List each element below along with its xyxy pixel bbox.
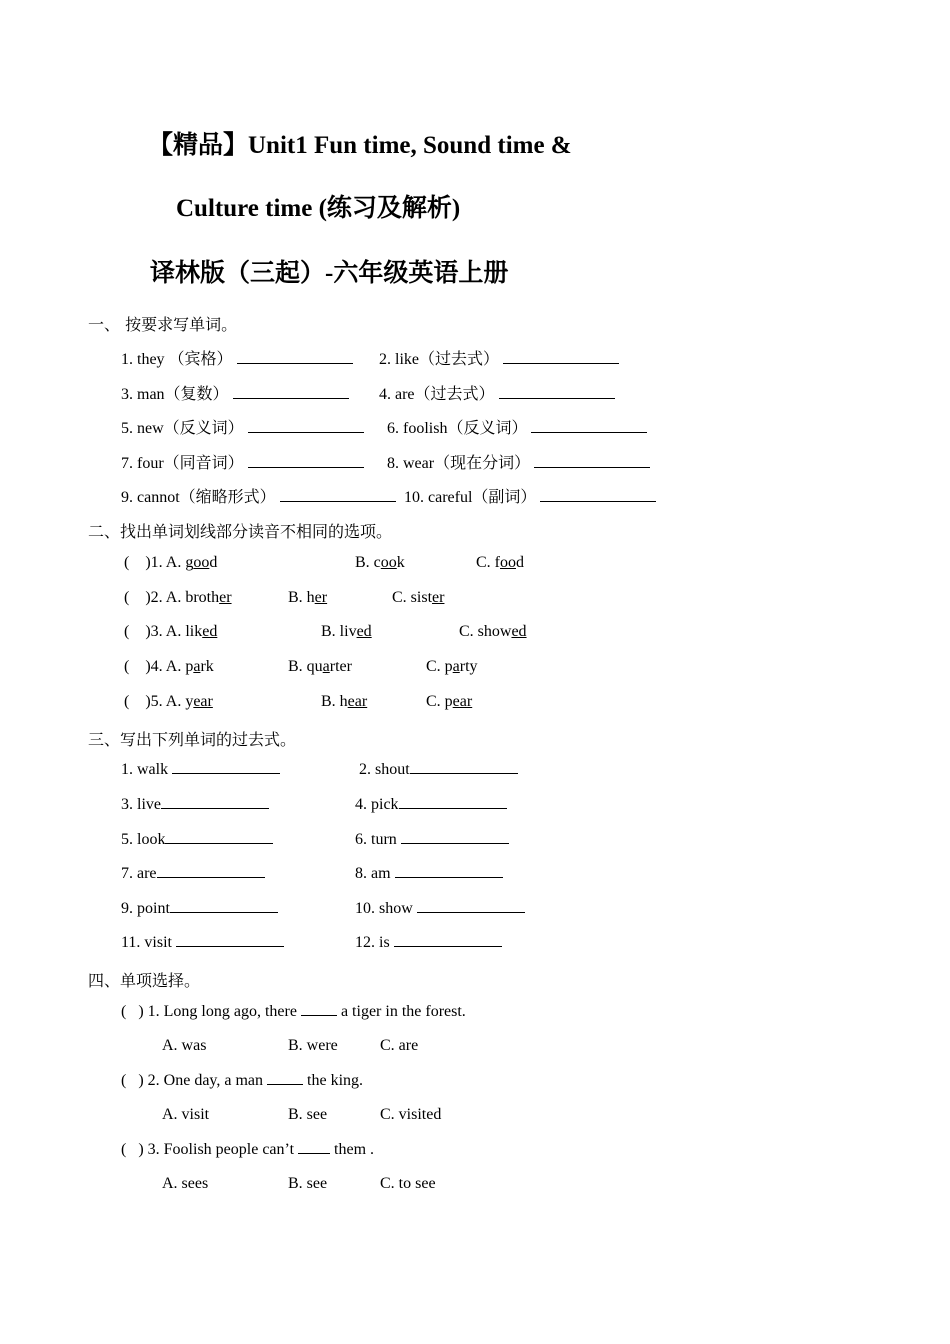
s3-item-4: 4. pick xyxy=(355,796,507,814)
s4-q1-option-a: A. was xyxy=(162,1037,207,1054)
title-line-2: Culture time (练习及解析) xyxy=(176,195,461,222)
title-line-3: 译林版（三起）-六年级英语上册 xyxy=(150,260,509,287)
s1-item-10: 10. careful（副词） xyxy=(404,484,656,507)
s1-item-8: 8. wear（现在分词） xyxy=(387,450,650,473)
s3-item-2: 2. shout xyxy=(359,761,518,779)
section-3-heading: 三、写出下列单词的过去式。 xyxy=(88,730,297,749)
s3-item-5: 5. look xyxy=(121,831,273,849)
s2-q3-c: C. showed xyxy=(459,623,527,640)
s1-item-3: 3. man（复数） xyxy=(121,381,349,404)
s3-item-1: 1. walk xyxy=(121,761,280,779)
s4-q3: ( ) 3. Foolish people can’t them . xyxy=(121,1141,375,1158)
section-1-heading: 一、 按要求写单词。 xyxy=(88,315,238,334)
s4-q1-option-b: B. were xyxy=(288,1037,338,1054)
s3-item-9: 9. point xyxy=(121,900,278,918)
s2-q2-a: ( )2. A. brother xyxy=(124,589,232,606)
s2-q1-a: ( )1. A. good xyxy=(124,554,218,571)
s3-item-6: 6. turn xyxy=(355,831,509,849)
s3-item-3: 3. live xyxy=(121,796,269,814)
s4-q3-option-c: C. to see xyxy=(380,1175,436,1192)
s2-q4-a: ( )4. A. park xyxy=(124,658,214,675)
s3-item-7: 7. are xyxy=(121,865,265,883)
s2-q1-b: B. cook xyxy=(355,554,405,571)
section-4-heading: 四、单项选择。 xyxy=(88,971,201,990)
s4-q2-option-a: A. visit xyxy=(162,1106,210,1123)
s1-item-9: 9. cannot（缩略形式） xyxy=(121,484,396,507)
title-line-1: 【精品】Unit1 Fun time, Sound time & xyxy=(148,132,572,159)
s2-q3-b: B. lived xyxy=(321,623,372,640)
s1-item-4: 4. are（过去式） xyxy=(379,381,615,404)
s4-q3-option-a: A. sees xyxy=(162,1175,209,1192)
s3-item-10: 10. show xyxy=(355,900,525,918)
s4-q1: ( ) 1. Long long ago, there a tiger in the forest. xyxy=(121,1003,466,1020)
s2-q4-c: C. party xyxy=(426,658,478,675)
s4-q3-option-b: B. see xyxy=(288,1175,328,1192)
s4-q1-option-c: C. are xyxy=(380,1037,419,1054)
s3-item-8: 8. am xyxy=(355,865,503,883)
s2-q5-a: ( )5. A. year xyxy=(124,693,213,710)
s1-item-1: 1. they （宾格） xyxy=(121,346,353,369)
s1-item-2: 2. like（过去式） xyxy=(379,346,619,369)
s4-q2-option-b: B. see xyxy=(288,1106,328,1123)
s1-item-7: 7. four（同音词） xyxy=(121,450,364,473)
s4-q2: ( ) 2. One day, a man the king. xyxy=(121,1072,364,1089)
s3-item-11: 11. visit xyxy=(121,934,284,952)
s1-item-5: 5. new（反义词） xyxy=(121,415,364,438)
s2-q5-c: C. pear xyxy=(426,693,473,710)
s2-q4-b: B. quarter xyxy=(288,658,352,675)
s2-q1-c: C. food xyxy=(476,554,524,571)
s2-q2-c: C. sister xyxy=(392,589,445,606)
s3-item-12: 12. is xyxy=(355,934,502,952)
s4-q2-option-c: C. visited xyxy=(380,1106,442,1123)
s1-item-6: 6. foolish（反义词） xyxy=(387,415,647,438)
section-2-heading: 二、找出单词划线部分读音不相同的选项。 xyxy=(88,522,393,541)
s2-q2-b: B. her xyxy=(288,589,328,606)
s2-q3-a: ( )3. A. liked xyxy=(124,623,218,640)
s2-q5-b: B. hear xyxy=(321,693,368,710)
